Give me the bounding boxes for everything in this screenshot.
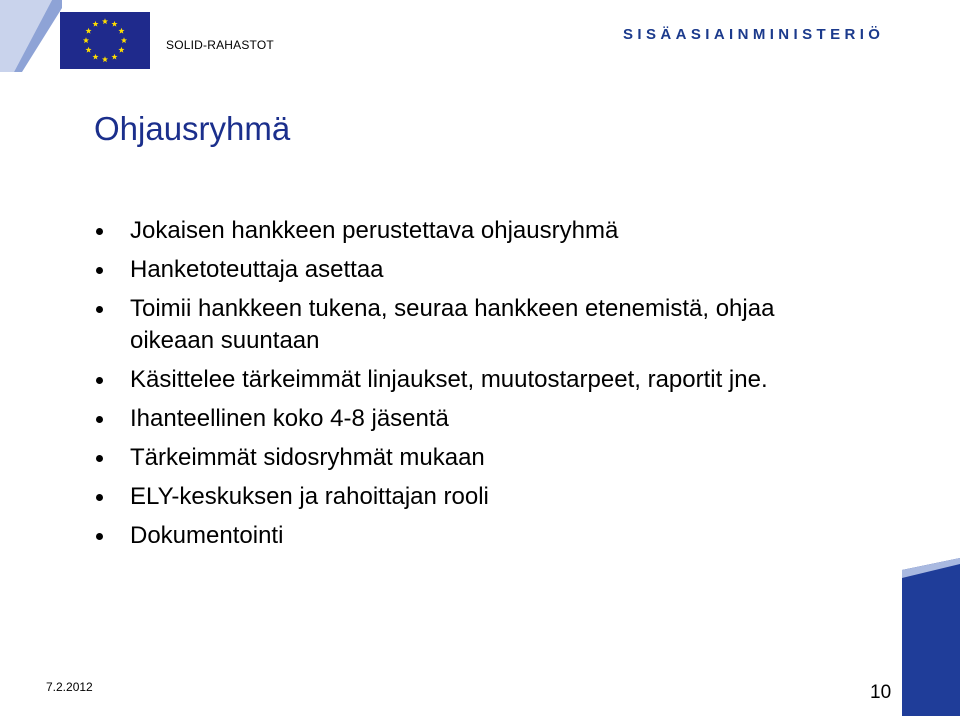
eu-star-icon <box>111 21 117 27</box>
bullet-item <box>96 364 856 396</box>
eu-flag-icon <box>60 12 150 69</box>
footer-date: 7.2.2012 <box>46 680 93 694</box>
bullet-item <box>96 215 856 247</box>
bullet-dot-icon <box>96 306 103 313</box>
bullet-list <box>96 215 856 559</box>
bullet-text: Ihanteellinen koko 4-8 jäsentä <box>130 405 449 432</box>
eu-star-icon <box>102 18 108 24</box>
bullet-dot-icon <box>96 228 103 235</box>
header-decoration <box>0 0 62 72</box>
eu-star-icon <box>83 37 89 43</box>
bullet-text: Käsittelee tärkeimmät linjaukset, muutostarpeet, raportit jne. <box>130 366 768 393</box>
bullet-dot-icon <box>96 377 103 384</box>
bullet-item <box>96 481 856 513</box>
bullet-item <box>96 403 856 435</box>
bullet-item <box>96 254 856 286</box>
bullet-dot-icon <box>96 455 103 462</box>
eu-star-icon <box>111 54 117 60</box>
bullet-item <box>96 520 856 552</box>
bullet-text: ELY-keskuksen ja rahoittajan rooli <box>130 483 489 510</box>
bullet-item <box>96 293 856 357</box>
eu-star-icon <box>86 28 92 34</box>
eu-star-icon <box>102 56 108 62</box>
bullet-text: Hanketoteuttaja asettaa <box>130 256 384 283</box>
bullet-item <box>96 442 856 474</box>
eu-star-icon <box>121 37 127 43</box>
corner-decoration <box>902 558 960 716</box>
bullet-dot-icon <box>96 267 103 274</box>
eu-star-icon <box>92 54 98 60</box>
eu-star-icon <box>118 47 124 53</box>
eu-star-icon <box>86 47 92 53</box>
bullet-dot-icon <box>96 533 103 540</box>
bullet-text: Toimii hankkeen tukena, seuraa hankkeen etenemistä, ohjaa oikeaan suuntaan <box>130 295 775 354</box>
bullet-text: Tärkeimmät sidosryhmät mukaan <box>130 444 485 471</box>
programme-label: SOLID-RAHASTOT <box>166 38 274 52</box>
eu-star-icon <box>92 21 98 27</box>
slide-title: Ohjausryhmä <box>94 110 291 147</box>
bullet-text: Dokumentointi <box>130 522 284 549</box>
ministry-logo: SISÄASIAINMINISTERIÖ <box>623 26 885 43</box>
eu-star-icon <box>118 28 124 34</box>
bullet-dot-icon <box>96 494 103 501</box>
bullet-text: Jokaisen hankkeen perustettava ohjausryhmä <box>130 217 619 244</box>
bullet-dot-icon <box>96 416 103 423</box>
page-number: 10 <box>870 682 892 703</box>
